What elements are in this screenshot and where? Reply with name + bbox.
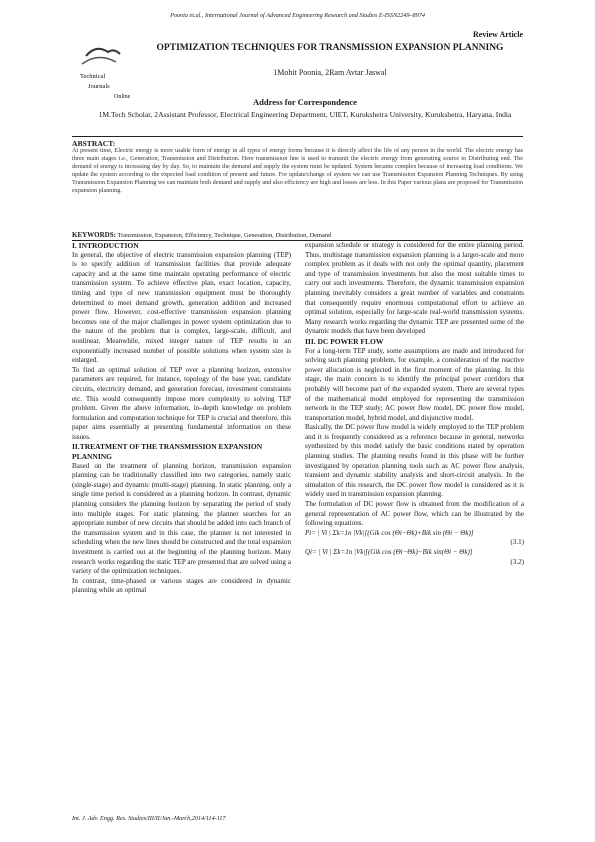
- section-heading-introduction: I. INTRODUCTION: [72, 241, 139, 250]
- logo-line-3: Online: [114, 94, 131, 100]
- logo-line-1: Technical: [80, 73, 106, 80]
- article-type: Review Article: [473, 30, 523, 39]
- left-column: [72, 241, 291, 596]
- section-heading-treatment: II.TREATMENT OF THE TRANSMISSION EXPANSION PLANNING: [72, 442, 263, 462]
- keywords-label: KEYWORDS:: [72, 231, 116, 239]
- equation-number-3-2: (3.2): [510, 557, 524, 566]
- paragraph: To find an optimal solution of TEP over a planning horizon, extensive parameters are required, for instance, topology of the base year, candidate circuits, electricity demand, and generation forecast, investment constraints etc. This would consequently impose more complexity to solving TEP problem. Given the above information, in–depth knowledge on problem formulation and computation technique for TEP is crucial and therefore, this paper aims essentially at presenting fundamental information on these issues.: [72, 365, 291, 441]
- paper-title: OPTIMIZATION TECHNIQUES FOR TRANSMISSION EXPANSION PLANNING: [156, 43, 504, 53]
- divider-top: [72, 136, 523, 137]
- logo-line-2: Journals: [88, 83, 110, 90]
- authors: 1Mohit Poonia, 2Ram Avtar Jaswal: [273, 68, 387, 77]
- affiliation: 1M.Tech Scholar, 2Assistant Professor, Electrical Engineering Department, UIET, Kurukshetra University, Kurukshetra, Haryana, India: [98, 110, 512, 119]
- paragraph: In general, the objective of electric transmission expansion planning (TEP) is to specify addition of transmission facilities that provide adequate capacity and at the same time maintain operating performance of electric transmission system. To achieve effective plan, exact location, capacity, timing and type of new transmission equipment must be thoroughly determined to meet demand growth, generation addition and increased power flow. However, cost-effective transmission expansion planning becomes one of the major challenges in power system optimization due to the nature of the problem that is complex, large-scale, difficult, and nonlinear. Meanwhile, mixed integer nature of TEP results in an exponentially increased number of possible solutions when system size is enlarged.: [72, 250, 291, 365]
- abstract-text: At present time, Electric energy is more usable form of energy in all types of energy forms because it is directly affect the life of any person in the world. The electric energy has three main stages i.e., Generation, Transmission and Distribution. Here transmission line is used to transmit the electric energy from generating source to Distributing end. The demand of energy is increasing day by day. So, to maintain the demand and supply the system must be updated. System became complex because of increasing load conditions. We update the system according to the expected load condition of present and future. For update/change of system we can use Transmission Expansion Planning Techniques. By using Transmission Expansion Planning we can maintain both demand and supply and also efficiency are high and losses are less. In this Paper various plans are proposed for Transmission expansion planning.: [72, 147, 523, 195]
- running-head: Poonia et.al., International Journal of Advanced Engineering Research and Studies E-ISSN2249–8974: [170, 12, 425, 19]
- equation-3-2: Qi= | Vi | Σk=1n |Vk|[(Gik cos (Θi−Θk)−Bik sin(Θi − Θk)]: [305, 548, 473, 556]
- paragraph: For a long-term TEP study, some assumptions are made and introduced for solving such planning problem, for example, a consideration of the reactive power allocation is neglected in the first moment of the planning. In this stage, the main concern is to identify the principal power corridors that probably will become part of the expanded system. There are several types of the mathematical model employed for representing the transmission network in the TEP study; AC power flow model, DC power flow model, transportation model, hybrid model, and disjunctive model.: [305, 346, 524, 422]
- right-column: [305, 241, 524, 567]
- footer-citation: Int. J. Adv. Engg. Res. Studies/III/II/Jan.-March,2014/114-117: [72, 815, 226, 822]
- paragraph: expansion schedule or strategy is considered for the entire planning period. Thus, multistage transmission expansion planning is a larger-scale and more complex problem as it deals with not only the optimal quantity, placement and type of transmission investments but also the most suitable times to carry out such investments. Therefore, the dynamic transmission expansion planning inevitably considers a great number of variables and constraints that consequently require enormous computational effort to achieve an optimal solution, especially for large-scale real-world transmission systems. Many research works regarding the dynamic TEP are presented some of the dynamic models that have been developed: [305, 241, 524, 336]
- journal-logo: [78, 42, 150, 102]
- keywords-list: Transmission, Expansion, Efficiency, Technique, Generation, Distribution, Demand: [117, 232, 332, 239]
- paragraph: Basically, the DC power flow model is widely employed to the TEP problem and it is frequently considered as a reference because in general, networks synthesized by this model satisfy the basic conditions stated by operation planning studies. The planning results found in this phase will be further investigated by operation planning tools such as AC power flow analysis, transient and dynamic stability analysis and short-circuit analysis. In the simulation of this research, the DC power flow model is considered as it is widely used in transmission expansion planning.: [305, 423, 524, 499]
- section-heading-dc-power-flow: III. DC POWER FLOW: [305, 336, 384, 346]
- correspondence-heading: Address for Correspondence: [253, 97, 357, 107]
- keywords: [72, 231, 523, 239]
- paragraph: Based on the treatment of planning horizon, transmission expansion planning can be traditionally classified into two categories, namely static (single-stage) and dynamic (multi-stage) planning. In static planning, only a single time period is considered as a planning horizon. In contrast, dynamic planning considers the planning horizon by separating the period of study into multiple stages. For static planning, the planner searches for an appropriate number of new circuits that should be added into each branch of the transmission system and in this case, the planner is not interested in scheduling when the new lines should be constructed and the total expansion investment is carried out at the beginning of the planning horizon. Many research works regarding the static TEP are presented that are solved using a variety of the optimization techniques.: [72, 461, 291, 576]
- equation-number-3-1: (3.1): [510, 538, 524, 547]
- paragraph: In contrast, time-phased or various stages are considered in dynamic planning while an optimal: [72, 576, 291, 595]
- equation-3-1: Pi= | Vi | Σk=1n |Vk|[(Gik cos (Θi−Θk)+Bik sin (Θi − Θk)]: [305, 528, 474, 537]
- paragraph: The formulation of DC power flow is obtained from the modification of a general representation of AC power flow, which can be illustrated by the following equations.: [305, 500, 524, 528]
- abstract-heading: ABSTRACT:: [72, 139, 116, 148]
